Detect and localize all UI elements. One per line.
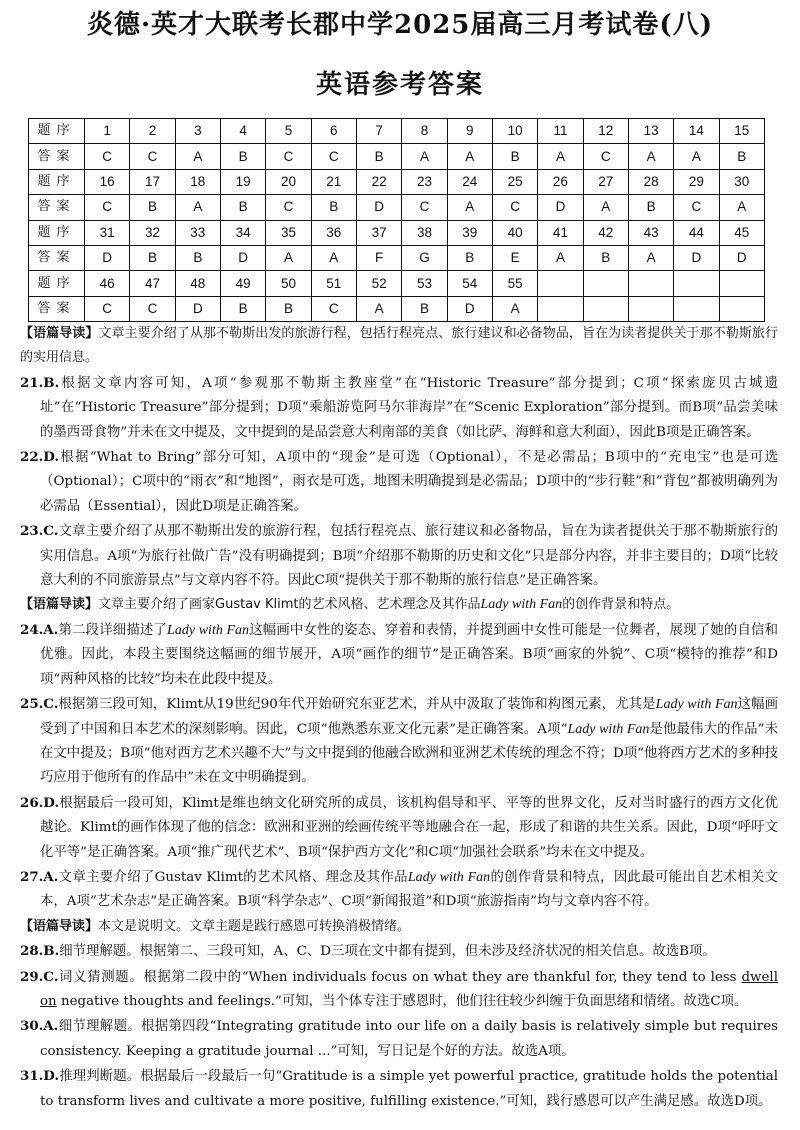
question-number-cell: 13	[628, 119, 673, 144]
answer-row	[29, 245, 765, 270]
answer-table	[28, 118, 765, 322]
question-number-cell: 42	[583, 220, 628, 245]
answer-cell: A	[674, 144, 719, 169]
question-number-cell: 44	[674, 220, 719, 245]
question-number-cell: 26	[538, 169, 583, 194]
artwork-title: Lady with Fan	[167, 622, 250, 638]
question-number-cell: 34	[220, 220, 265, 245]
answer-cell: B	[719, 144, 764, 169]
question-number-cell: 29	[674, 169, 719, 194]
question-number-cell: 39	[447, 220, 492, 245]
answer-cell: C	[266, 144, 311, 169]
question-number-cell: 20	[266, 169, 311, 194]
answer-cell: C	[85, 296, 130, 321]
answer-cell: C	[266, 195, 311, 220]
explanations	[20, 322, 778, 1114]
answer-cell: A	[447, 144, 492, 169]
answer-cell: A	[492, 296, 537, 321]
question-number-cell: 9	[447, 119, 492, 144]
answer-cell: D	[175, 296, 220, 321]
question-number-cell: 27	[583, 169, 628, 194]
answer-cell: D	[719, 245, 764, 270]
row-label: 答案	[29, 195, 85, 220]
explanation-item	[20, 618, 778, 692]
question-number-cell: 11	[538, 119, 583, 144]
explanation-item	[20, 371, 778, 445]
answer-cell: C	[311, 296, 356, 321]
explanation-text: 这幅画受到了中国和日本艺术的深刻影响。因此，C项“他熟悉东亚文化元素”是正确答案。A项“	[40, 697, 779, 737]
row-label: 答案	[29, 245, 85, 270]
question-number: 23.C.	[20, 523, 59, 540]
answer-cell: A	[311, 245, 356, 270]
artwork-title: Lady with Fan	[567, 721, 650, 737]
answer-cell: G	[402, 245, 447, 270]
answer-cell: B	[175, 245, 220, 270]
answer-cell: C	[402, 195, 447, 220]
guide-label: 【语篇导读】	[20, 326, 99, 341]
answer-cell: B	[583, 245, 628, 270]
answer-row	[29, 144, 765, 169]
answer-cell: C	[492, 195, 537, 220]
answer-cell: A	[356, 296, 401, 321]
row-label: 题序	[29, 169, 85, 194]
explanation-text: 细节理解题。根据第二、三段可知，A、C、D三项在文中都有提到，但未涉及经济状况的相关信息。故选B项。	[59, 944, 716, 960]
question-number-cell: 48	[175, 271, 220, 296]
row-label: 题序	[29, 271, 85, 296]
answer-cell: C	[130, 296, 175, 321]
question-number-row	[29, 220, 765, 245]
question-number-cell: 1	[85, 119, 130, 144]
guide-label: 【语篇导读】	[20, 597, 99, 613]
row-label: 题序	[29, 119, 85, 144]
explanation-text: negative thoughts and feelings.”可知，当个体专注于感恩时，他们往往较少纠缠于负面思绪和情绪。故选C项。	[56, 993, 748, 1009]
question-number-cell: 38	[402, 220, 447, 245]
question-number-cell: 7	[356, 119, 401, 144]
answer-cell: B	[447, 245, 492, 270]
explanation-item	[20, 445, 778, 519]
answer-cell: A	[402, 144, 447, 169]
question-number-cell	[674, 271, 719, 296]
guide-text: 本文是说明文。文章主题是践行感恩可转换消极情绪。	[98, 918, 411, 934]
answer-cell: A	[175, 195, 220, 220]
question-number-cell: 14	[674, 119, 719, 144]
explanation-item	[20, 965, 778, 1015]
question-number-cell: 18	[175, 169, 220, 194]
question-number-cell	[628, 271, 673, 296]
explanation-text: 这幅画中女性的姿态、穿着和表情，并提到画中女性可能是一位舞者，展现了她的自信和优雅。因此，本段主要围绕这幅画的细节展开，A项“画作的细节”是正确答案。B项“画家的外貌”、C项“模特的推荐”和D项“两种风格的比较”均未在此段中提及。	[40, 622, 779, 687]
question-number-cell: 52	[356, 271, 401, 296]
answer-cell: B	[220, 144, 265, 169]
question-number-cell: 47	[130, 271, 175, 296]
guide-text: 的创作背景和特点。	[562, 597, 680, 613]
question-number-cell: 21	[311, 169, 356, 194]
question-number: 22.D.	[20, 449, 60, 466]
question-number-cell: 45	[719, 220, 764, 245]
question-number-row	[29, 119, 765, 144]
answer-cell: C	[85, 144, 130, 169]
explanation-text: 根据“What to Bring”部分可知，A项中的“现金”是可选（Optional），不是必需品；B项中的“充电宝”也是可选（Optional）；C项中的“雨衣”和“地图”，雨衣是可选，地图未明确提到是必需品；D项中的“步行鞋”和“背包”都被明确列为必需品（Essential），因此D项是正确答案。	[40, 450, 778, 514]
explanation-text: 的创作背景和特点，因此最可能出自艺术相关文本，A项“艺术杂志”是正确答案。B项“科学杂志”、C项“新闻报道”和D项“旅游指南”均与文章内容不符。	[40, 869, 779, 910]
question-number-cell: 15	[719, 119, 764, 144]
question-number-cell: 28	[628, 169, 673, 194]
answer-cell: C	[85, 195, 130, 220]
answer-cell: C	[311, 144, 356, 169]
answer-cell: B	[130, 195, 175, 220]
answer-cell: B	[402, 296, 447, 321]
question-number-cell: 55	[492, 271, 537, 296]
explanation-item	[20, 939, 778, 964]
question-number-cell: 25	[492, 169, 537, 194]
answer-cell: B	[311, 195, 356, 220]
question-number-cell: 33	[175, 220, 220, 245]
question-number-cell: 4	[220, 119, 265, 144]
answer-cell: F	[356, 245, 401, 270]
question-number-cell: 49	[220, 271, 265, 296]
answer-cell: C	[583, 144, 628, 169]
answer-cell: A	[175, 144, 220, 169]
guide-label: 【语篇导读】	[20, 918, 99, 934]
explanation-text: 根据文章内容可知，A项“参观那不勒斯主教座堂”在“Historic Treasure”部分提到；C项“探索庞贝古城遗址”在“Historic Treasure”部分提到；D项“乘船游览阿马尔菲海岸”在“Scenic Exploration”部分提到。而B项“品尝美味的墨西哥食物”并未在文中提及，文中提到的是品尝意大利南部的美食（如比萨、海鲜和意大利面），因此B项是正确答案。	[40, 375, 778, 440]
explanation-text: 第二段详细描述了	[58, 622, 168, 638]
explanation-item	[20, 1014, 778, 1064]
question-number: 24.A.	[20, 621, 59, 638]
explanation-item	[20, 791, 778, 865]
answer-table-body	[29, 119, 765, 322]
question-number-row	[29, 169, 765, 194]
question-number-cell: 51	[311, 271, 356, 296]
question-number-cell: 8	[402, 119, 447, 144]
question-number-cell: 17	[130, 169, 175, 194]
question-number-cell: 6	[311, 119, 356, 144]
question-number-cell	[719, 271, 764, 296]
explanation-text: 是他最伟大的作品”未在文中提及；B项“他对西方艺术兴趣不大”与文中提到的他融合欧洲和亚洲艺术传统的理念不符；D项“他将西方艺术的多种技巧应用于他所有的作品中”未在文中明确提到。	[40, 721, 778, 786]
question-number-cell: 3	[175, 119, 220, 144]
question-number: 27.A.	[20, 868, 59, 885]
row-label: 答案	[29, 144, 85, 169]
question-number-cell: 19	[220, 169, 265, 194]
answer-cell: B	[266, 296, 311, 321]
question-number-cell: 43	[628, 220, 673, 245]
answer-cell: B	[492, 144, 537, 169]
answer-cell: B	[628, 195, 673, 220]
question-number-cell: 53	[402, 271, 447, 296]
answer-row	[29, 296, 765, 321]
question-number-cell: 5	[266, 119, 311, 144]
underlined-phrase: dwell on	[40, 969, 778, 1009]
answer-cell	[674, 296, 719, 321]
question-number-cell: 32	[130, 220, 175, 245]
answer-cell	[538, 296, 583, 321]
question-number-cell: 2	[130, 119, 175, 144]
question-number-cell: 40	[492, 220, 537, 245]
answer-cell: D	[220, 245, 265, 270]
question-number-cell: 12	[583, 119, 628, 144]
question-number-cell: 37	[356, 220, 401, 245]
guide-text: 文章主要介绍了画家Gustav Klimt的艺术风格、艺术理念及其作品	[98, 597, 481, 613]
answer-cell	[628, 296, 673, 321]
answer-cell: E	[492, 245, 537, 270]
passage-guide	[20, 915, 778, 939]
passage-guide	[20, 593, 778, 617]
explanation-text: 细节理解题。根据第四段“Integrating gratitude into our life on a daily basis is relatively simple but requires consistency. Keeping a gratitude journal ...”可知，写日记是个好的方法。故选A项。	[40, 1019, 778, 1059]
question-number-cell: 31	[85, 220, 130, 245]
question-number: 29.C.	[20, 968, 59, 985]
answer-cell: D	[538, 195, 583, 220]
question-number-cell: 50	[266, 271, 311, 296]
explanation-text: 推理判断题。根据最后一段最后一句“Gratitude is a simple yet powerful practice, gratitude holds the potential to transform lives and cultivate a more positive, fulfilling existence.”可知，践行感恩可以产生满足感。故选D项。	[40, 1069, 778, 1109]
answer-cell: C	[130, 144, 175, 169]
answer-cell: A	[266, 245, 311, 270]
answer-cell: D	[356, 195, 401, 220]
question-number-cell: 46	[85, 271, 130, 296]
explanation-item	[20, 692, 778, 791]
artwork-title: Lady with Fan	[407, 869, 491, 885]
question-number: 26.D.	[20, 794, 60, 811]
exam-title: 炎德·英才大联考长郡中学2025届高三月考试卷(八)	[86, 10, 714, 40]
explanation-text: 文章主要介绍了Gustav Klimt的艺术风格、理念及其作品	[58, 869, 408, 885]
answer-cell: D	[447, 296, 492, 321]
question-number: 30.A.	[20, 1018, 59, 1035]
question-number-cell: 16	[85, 169, 130, 194]
explanation-text: 文章主要介绍了从那不勒斯出发的旅游行程，包括行程亮点、旅行建议和必备物品，旨在为读者提供关于那不勒斯旅行的实用信息。A项“为旅行社做广告”没有明确提到；B项“介绍那不勒斯的历史和文化”只是部分内容，并非主要目的；D项“比较意大利的不同旅游景点”与文章内容不符。因此C项“提供关于那不勒斯的旅行信息”是正确答案。	[40, 524, 778, 589]
artwork-title: Lady with Fan	[655, 697, 738, 713]
answer-cell: D	[674, 245, 719, 270]
answer-cell	[719, 296, 764, 321]
answer-cell: C	[674, 195, 719, 220]
answer-row	[29, 195, 765, 220]
answer-cell: B	[220, 296, 265, 321]
question-number-cell: 54	[447, 271, 492, 296]
answer-cell: A	[719, 195, 764, 220]
answer-cell: A	[538, 144, 583, 169]
explanation-text: 根据最后一段可知，Klimt是维也纳文化研究所的成员，该机构倡导和平、平等的世界文化，反对当时盛行的西方文化优越论。Klimt的画作体现了他的信念：欧洲和亚洲的绘画传统平等地融合在一起，形成了和谐的共生关系。因此，D项“呼吁文化平等”是正确答案。A项“推广现代艺术”、B项“保护西方文化”和C项“加强社会联系”均未在文中提及。	[40, 795, 778, 860]
explanation-item	[20, 519, 778, 593]
answer-cell: A	[538, 245, 583, 270]
passage-guide	[20, 322, 778, 371]
answer-cell: A	[583, 195, 628, 220]
answer-cell: B	[130, 245, 175, 270]
answer-cell: B	[356, 144, 401, 169]
question-number-cell: 41	[538, 220, 583, 245]
question-number-cell: 36	[311, 220, 356, 245]
question-number: 21.B.	[20, 374, 60, 391]
question-number-cell: 23	[402, 169, 447, 194]
answer-cell: A	[447, 195, 492, 220]
question-number-cell: 30	[719, 169, 764, 194]
answer-key-subtitle: 英语参考答案	[315, 70, 484, 100]
explanation-item	[20, 865, 778, 915]
explanation-text: 根据第三段可知，Klimt从19世纪90年代开始研究东亚艺术，并从中汲取了装饰和构图元素，尤其是	[58, 697, 656, 713]
explanation-item	[20, 1064, 778, 1114]
row-label: 题序	[29, 220, 85, 245]
answer-cell: B	[220, 195, 265, 220]
question-number-cell: 10	[492, 119, 537, 144]
explanation-text: 词义猜测题。根据第二段中的“When individuals focus on what they are thankful for, they tend to less	[58, 969, 742, 985]
question-number: 31.D.	[20, 1068, 60, 1085]
question-number-row	[29, 271, 765, 296]
question-number: 25.C.	[20, 696, 59, 713]
answer-cell: A	[628, 144, 673, 169]
row-label: 答案	[29, 296, 85, 321]
answer-cell: A	[628, 245, 673, 270]
question-number-cell	[583, 271, 628, 296]
question-number-cell	[538, 271, 583, 296]
answer-cell: D	[85, 245, 130, 270]
artwork-title: Lady with Fan	[480, 597, 563, 613]
guide-text: 文章主要介绍了从那不勒斯出发的旅游行程，包括行程亮点、旅行建议和必备物品，旨在为读者提供关于那不勒斯旅行的实用信息。	[20, 326, 778, 366]
answer-cell	[583, 296, 628, 321]
question-number-cell: 24	[447, 169, 492, 194]
question-number-cell: 22	[356, 169, 401, 194]
question-number-cell: 35	[266, 220, 311, 245]
question-number: 28.B.	[20, 943, 60, 960]
